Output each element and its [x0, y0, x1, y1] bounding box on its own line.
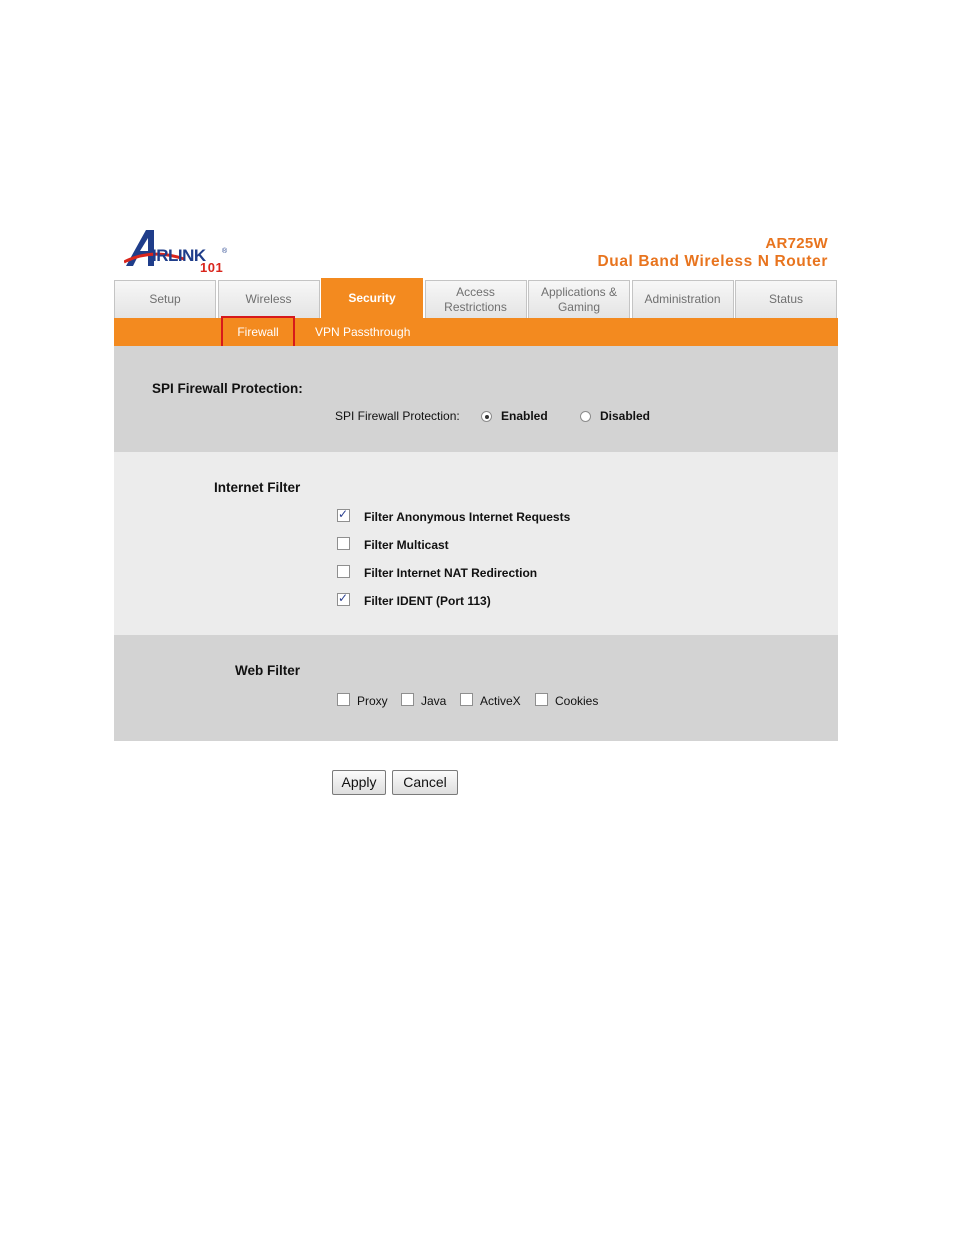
web-filter-activex-label: ActiveX — [480, 694, 521, 708]
filter-ident-label: Filter IDENT (Port 113) — [364, 594, 491, 608]
tab-access-restrictions[interactable] — [425, 280, 527, 318]
tab-setup[interactable] — [114, 280, 216, 318]
tab-wireless[interactable] — [218, 280, 320, 318]
filter-nat-redirection-label: Filter Internet NAT Redirection — [364, 566, 538, 580]
check-mark-icon: ✓ — [338, 591, 349, 605]
check-mark-icon: ✓ — [338, 507, 349, 521]
tab-label: Applications & Gaming — [540, 284, 618, 314]
product-name: Dual Band Wireless N Router — [597, 253, 828, 270]
web-filter-java-checkbox[interactable] — [401, 693, 414, 706]
web-filter-activex-checkbox[interactable] — [460, 693, 473, 706]
tab-administration[interactable] — [632, 280, 734, 318]
subnav-firewall[interactable]: Firewall — [221, 316, 295, 348]
filter-nat-redirection-checkbox[interactable] — [337, 565, 350, 578]
radio-selected-dot — [485, 415, 489, 419]
spi-firewall-section — [114, 346, 838, 452]
web-filter-proxy-label: Proxy — [357, 694, 388, 708]
model-name: AR725W — [765, 235, 828, 252]
logo-number: 101 — [200, 260, 224, 275]
sub-navigation — [114, 318, 838, 346]
router-ui — [114, 222, 838, 790]
spi-field-label: SPI Firewall Protection: — [335, 409, 460, 423]
filter-ident-checkbox[interactable] — [337, 593, 350, 606]
web-filter-title: Web Filter — [235, 663, 301, 678]
tab-applications-gaming[interactable] — [528, 280, 630, 318]
tab-status[interactable] — [735, 280, 837, 318]
tab-label: Administration — [644, 292, 721, 306]
filter-multicast-label: Filter Multicast — [364, 538, 449, 552]
spi-enabled-label: Enabled — [501, 409, 548, 423]
internet-filter-title: Internet Filter — [214, 480, 301, 495]
logo-text: IRLINK — [152, 246, 206, 265]
spi-section-title: SPI Firewall Protection: — [152, 381, 303, 396]
filter-anonymous-checkbox[interactable] — [337, 509, 350, 522]
subnav-vpn-passthrough[interactable]: VPN Passthrough — [315, 325, 411, 339]
main-tabs — [114, 278, 838, 318]
filter-multicast-checkbox[interactable] — [337, 537, 350, 550]
web-filter-proxy-checkbox[interactable] — [337, 693, 350, 706]
filter-anonymous-label: Filter Anonymous Internet Requests — [364, 510, 571, 524]
web-filter-section — [114, 635, 838, 741]
web-filter-cookies-label: Cookies — [555, 694, 599, 708]
cancel-button[interactable]: Cancel — [392, 770, 458, 795]
tab-label: Security — [348, 291, 396, 305]
header — [114, 222, 838, 278]
web-filter-cookies-checkbox[interactable] — [535, 693, 548, 706]
internet-filter-section — [114, 452, 838, 635]
spi-disabled-label: Disabled — [600, 409, 651, 423]
tab-label: Wireless — [245, 292, 292, 306]
apply-button[interactable]: Apply — [332, 770, 386, 795]
tab-label: Setup — [149, 292, 181, 306]
spi-enabled-radio[interactable] — [481, 411, 492, 422]
web-filter-java-label: Java — [421, 694, 447, 708]
tab-label: Access Restrictions — [444, 284, 507, 314]
spi-disabled-radio[interactable] — [580, 411, 591, 422]
tab-security[interactable] — [321, 278, 423, 318]
tab-label: Status — [768, 292, 804, 306]
logo-registered-mark: ® — [222, 248, 228, 255]
